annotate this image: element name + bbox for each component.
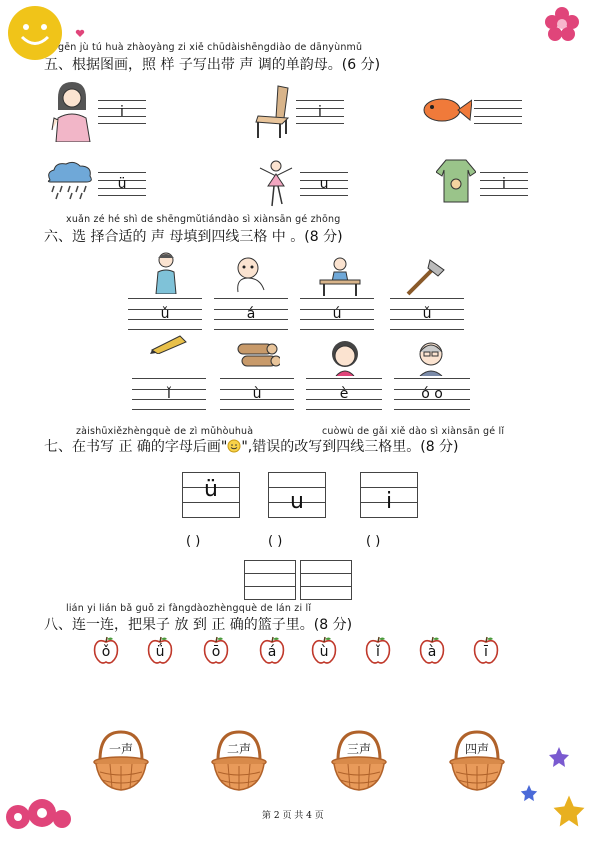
answer-paren[interactable]: ( ) (268, 534, 283, 549)
heart-icon (75, 28, 85, 38)
apple-item[interactable] (146, 636, 174, 664)
student-writing-icon (318, 256, 362, 296)
apple-item[interactable] (472, 636, 500, 664)
basket-label: 三声 (346, 742, 371, 756)
section5-title: 五、根据图画，照 样 子写出带 声 调的单韵母。(6 分) (44, 57, 381, 73)
answer-paren[interactable]: ( ) (366, 534, 381, 549)
apple-item[interactable] (364, 636, 392, 664)
four-line-grid: ǔ (390, 298, 464, 330)
grandpa-icon (416, 340, 446, 376)
sweater-icon (436, 156, 476, 204)
chair-icon (254, 84, 294, 138)
star-sticker-icon (552, 794, 586, 828)
apple-label: á (267, 644, 277, 660)
smiley-face-icon (227, 439, 241, 453)
flower-sticker-icon (544, 6, 580, 42)
girl-face-icon (328, 338, 362, 376)
basket-item[interactable] (92, 730, 150, 792)
apple-label: ǘ (155, 644, 165, 660)
woman-icon (46, 80, 96, 142)
four-line-box: i (360, 472, 418, 518)
four-line-grid: ü (98, 172, 146, 196)
section6-title: 六、选 择合适的 声 母填到四线三格 中 。(8 分) (44, 229, 343, 245)
apple-item[interactable] (418, 636, 446, 664)
answer-box[interactable] (244, 560, 296, 600)
basket-label: 四声 (464, 742, 489, 756)
flower-sticker-icon (4, 795, 74, 835)
girl-icon (150, 250, 182, 294)
apple-label: à (427, 644, 437, 660)
page-footer: 第 2 页 共 4 页 (262, 811, 324, 821)
four-line-grid: i (98, 100, 146, 124)
four-line-grid: u (300, 172, 348, 196)
fish-icon (420, 94, 472, 126)
four-line-grid: ǐ (132, 378, 206, 410)
four-line-grid: ó o (394, 378, 470, 410)
four-line-grid: i (296, 100, 344, 124)
four-line-grid: ù (220, 378, 294, 410)
basket-item[interactable] (210, 730, 268, 792)
answer-box[interactable] (300, 560, 352, 600)
four-line-grid (474, 100, 522, 124)
logs-icon (234, 340, 280, 370)
dancer-icon (254, 158, 298, 208)
four-line-grid: i (480, 172, 528, 196)
baby-icon (230, 254, 270, 294)
section7-title-after: ",错误的改写到四线三格里。(8 分) (241, 439, 459, 455)
apple-label: ǒ (101, 644, 111, 660)
section8-title: 八、连一连，把果子 放 到 正 确的篮子里。(8 分) (44, 617, 353, 633)
apple-label: ǐ (376, 644, 380, 660)
four-line-box: u (268, 472, 326, 518)
basket-item[interactable] (448, 730, 506, 792)
apple-item[interactable] (258, 636, 286, 664)
section5-pinyin: gēn jù tú huà zhàoyàng zi xiě chūdàishēngdiào de dānyùnmǔ (58, 42, 363, 53)
apple-label: ō (211, 644, 221, 660)
rain-cloud-icon (42, 160, 98, 200)
basket-label: 一声 (108, 742, 133, 756)
section7-title-before: 七、在书写 正 确的字母后画" (44, 439, 228, 455)
axe-icon (404, 256, 448, 296)
apple-item[interactable] (92, 636, 120, 664)
apple-item[interactable] (202, 636, 230, 664)
star-sticker-icon (520, 784, 538, 802)
answer-paren[interactable]: ( ) (186, 534, 201, 549)
apple-label: ī (484, 644, 488, 660)
apple-label: ù (319, 644, 329, 660)
pencil-icon (150, 334, 190, 354)
four-line-grid: ǔ (128, 298, 202, 330)
section7-title (44, 436, 459, 456)
basket-label: 二声 (226, 742, 251, 756)
four-line-grid: á (214, 298, 288, 330)
four-line-box: ü (182, 472, 240, 518)
basket-item[interactable] (330, 730, 388, 792)
four-line-grid: è (306, 378, 382, 410)
star-sticker-icon (548, 746, 570, 768)
section8-pinyin: lián yi lián bǎ guǒ zi fàngdàozhèngquè de lán zi lǐ (66, 603, 312, 614)
section7-pinyin-left: zàishūxiězhèngquè de zì mǔhòuhuà (76, 426, 254, 437)
section7-pinyin-right: cuòwù de gǎi xiě dào sì xiànsān gé lǐ (322, 426, 505, 437)
section6-pinyin: xuǎn zé hé shì de shēngmǔtiándào sì xiànsān gé zhōng (66, 214, 341, 225)
apple-item[interactable] (310, 636, 338, 664)
four-line-grid: ú (300, 298, 374, 330)
